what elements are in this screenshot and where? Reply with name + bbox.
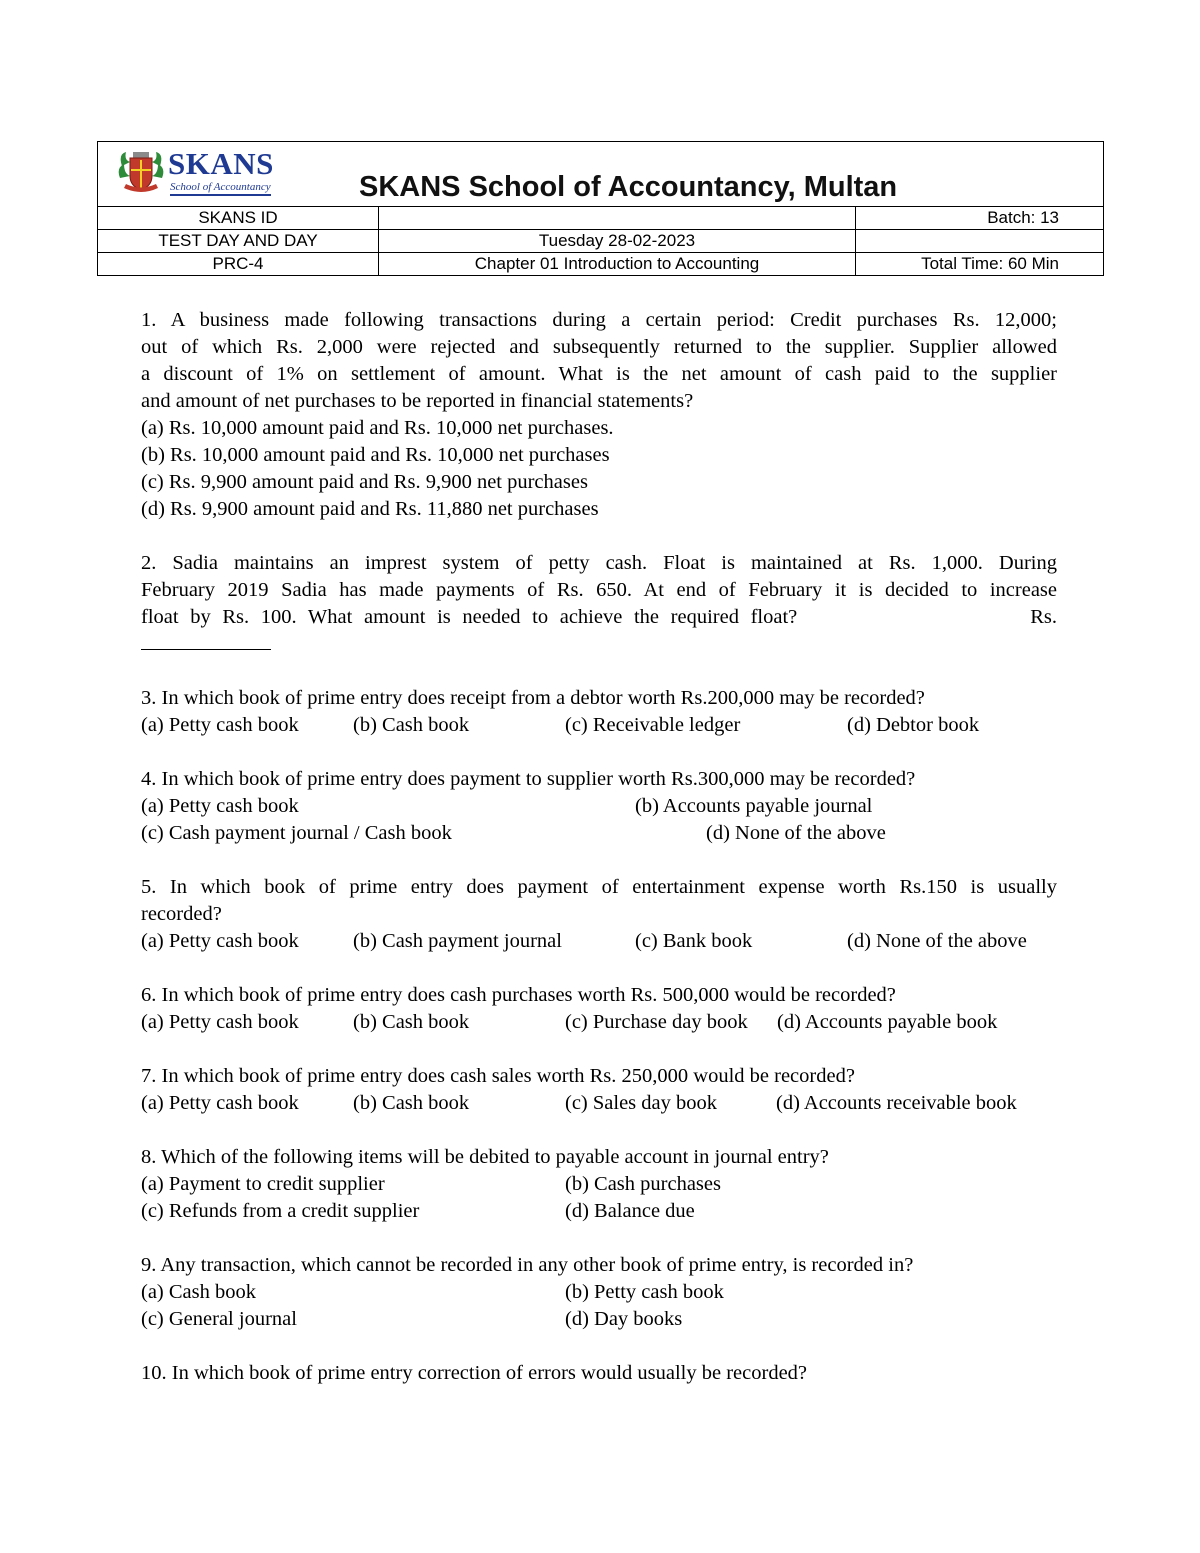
option-d: (d) Rs. 9,900 amount paid and Rs. 11,880 net purchases xyxy=(141,498,599,520)
option-a: (a) Petty cash book xyxy=(141,714,299,736)
option-d: (d) Debtor book xyxy=(847,714,980,736)
question-text: 4. In which book of prime entry does payment to supplier worth Rs.300,000 may be recorded? xyxy=(141,768,916,790)
option-b: (b) Cash book xyxy=(353,1092,470,1114)
option-a: (a) Cash book xyxy=(141,1281,257,1303)
question-text: 6. In which book of prime entry does cash purchases worth Rs. 500,000 would be recorded? xyxy=(141,984,896,1006)
question-text-line: out of which Rs. 2,000 were rejected and subsequently returned to the supplier. Supplier allowed xyxy=(141,336,1057,358)
option-c: (c) Rs. 9,900 amount paid and Rs. 9,900 net purchases xyxy=(141,471,588,493)
header-title-cell xyxy=(98,142,1104,207)
answer-line xyxy=(141,631,1057,658)
option-a: (a) Petty cash book xyxy=(141,1092,299,1114)
logo-wordmark: SKANS xyxy=(168,146,274,181)
options-row xyxy=(141,1198,1057,1225)
option-c: (c) Sales day book xyxy=(565,1092,717,1114)
option-b: (b) Cash book xyxy=(353,1011,470,1033)
answer-blank[interactable] xyxy=(141,635,271,650)
header-table xyxy=(97,141,1104,276)
options-row xyxy=(141,820,1057,847)
question-9 xyxy=(141,1252,1057,1333)
options-row xyxy=(141,793,1057,820)
question-text-line: float by Rs. 100. What amount is needed to achieve the required float? Rs. xyxy=(141,606,1057,628)
options-row xyxy=(141,712,1057,739)
question-text-line: and amount of net purchases to be reported in financial statements? xyxy=(141,390,694,412)
option-c: (c) Refunds from a credit supplier xyxy=(141,1200,420,1222)
empty-cell xyxy=(856,230,1104,253)
question-text-line: recorded? xyxy=(141,903,222,925)
options-row xyxy=(141,1279,1057,1306)
option-b: (b) Accounts payable journal xyxy=(635,795,873,817)
question-text: 9. Any transaction, which cannot be recorded in any other book of prime entry, is recorded in? xyxy=(141,1254,914,1276)
option-a: (a) Petty cash book xyxy=(141,930,299,952)
test-date: Tuesday 28-02-2023 xyxy=(379,230,856,253)
crest-icon xyxy=(116,148,166,196)
value-skans-id xyxy=(379,207,856,230)
label-test-day: TEST DAY AND DAY xyxy=(98,230,379,253)
question-2 xyxy=(141,550,1057,658)
option-b: (b) Cash payment journal xyxy=(353,930,562,952)
options-row xyxy=(141,1009,1057,1036)
question-text: 10. In which book of prime entry correction of errors would usually be recorded? xyxy=(141,1362,808,1384)
option-d: (d) Balance due xyxy=(565,1200,695,1222)
batch-cell: Batch: 13 xyxy=(856,207,1104,230)
question-text-line: a discount of 1% on settlement of amount. What is the net amount of cash paid to the supplier xyxy=(141,363,1057,385)
question-text: 7. In which book of prime entry does cash sales worth Rs. 250,000 would be recorded? xyxy=(141,1065,855,1087)
option-d: (d) None of the above xyxy=(706,822,886,844)
option-d: (d) Accounts receivable book xyxy=(776,1092,1017,1114)
question-1 xyxy=(141,307,1057,523)
school-logo xyxy=(116,148,296,198)
option-b: (b) Cash book xyxy=(353,714,470,736)
option-a: (a) Rs. 10,000 amount paid and Rs. 10,000 net purchases. xyxy=(141,417,614,439)
option-c: (c) Purchase day book xyxy=(565,1011,748,1033)
question-7 xyxy=(141,1063,1057,1117)
option-b: (b) Rs. 10,000 amount paid and Rs. 10,000 net purchases xyxy=(141,444,610,466)
option-c: (c) General journal xyxy=(141,1308,297,1330)
question-10 xyxy=(141,1360,1057,1387)
question-text-line: 2. Sadia maintains an imprest system of petty cash. Float is maintained at Rs. 1,000. During xyxy=(141,552,1057,574)
subject-code: PRC-4 xyxy=(98,253,379,276)
question-text: 3. In which book of prime entry does receipt from a debtor worth Rs.200,000 may be recorded? xyxy=(141,687,925,709)
header-row-day xyxy=(98,230,1104,253)
options-row xyxy=(141,1090,1057,1117)
question-text-line: 1. A business made following transactions during a certain period: Credit purchases Rs. 12,000; xyxy=(141,309,1057,331)
options-row xyxy=(141,928,1057,955)
question-4 xyxy=(141,766,1057,847)
option-d: (d) Day books xyxy=(565,1308,683,1330)
chapter-title: Chapter 01 Introduction to Accounting xyxy=(379,253,856,276)
options-row xyxy=(141,1171,1057,1198)
question-text-line: February 2019 Sadia has made payments of Rs. 650. At end of February it is decided to increase xyxy=(141,579,1057,601)
header-row-subject xyxy=(98,253,1104,276)
logo-tagline: School of Accountancy xyxy=(170,181,271,196)
option-c: (c) Bank book xyxy=(635,930,753,952)
option-a: (a) Petty cash book xyxy=(141,1011,299,1033)
question-3 xyxy=(141,685,1057,739)
option-d: (d) Accounts payable book xyxy=(777,1011,998,1033)
question-6 xyxy=(141,982,1057,1036)
option-c: (c) Cash payment journal / Cash book xyxy=(141,822,452,844)
question-8 xyxy=(141,1144,1057,1225)
header-row-id xyxy=(98,207,1104,230)
option-a: (a) Petty cash book xyxy=(141,795,299,817)
question-text: 8. Which of the following items will be debited to payable account in journal entry? xyxy=(141,1146,829,1168)
questions-body xyxy=(141,307,1057,1387)
option-b: (b) Cash purchases xyxy=(565,1173,721,1195)
option-a: (a) Payment to credit supplier xyxy=(141,1173,385,1195)
question-5 xyxy=(141,874,1057,955)
total-time: Total Time: 60 Min xyxy=(856,253,1104,276)
question-text-line: 5. In which book of prime entry does payment of entertainment expense worth Rs.150 is usually xyxy=(141,876,1057,898)
options-row xyxy=(141,1306,1057,1333)
page-title: SKANS School of Accountancy, Multan xyxy=(359,171,898,203)
option-b: (b) Petty cash book xyxy=(565,1281,724,1303)
label-skans-id: SKANS ID xyxy=(98,207,379,230)
option-d: (d) None of the above xyxy=(847,930,1027,952)
option-c: (c) Receivable ledger xyxy=(565,714,741,736)
